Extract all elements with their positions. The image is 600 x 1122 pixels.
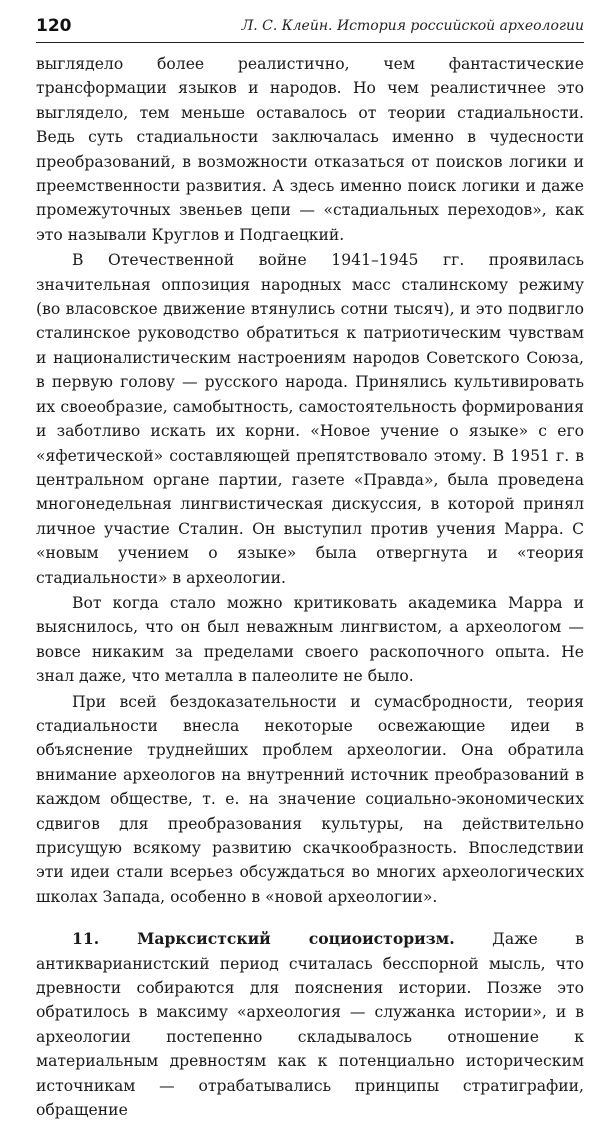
- running-title: Л. С. Клейн. История российской археологии: [241, 18, 584, 34]
- page-header: [36, 14, 584, 40]
- section-title: 11. Марксистский социоисторизм.: [72, 929, 455, 949]
- body-text: [36, 52, 584, 1122]
- paragraph: При всей бездоказательности и сумасбродности, теория стадиальности внесла некоторые освежающие идеи в объяснение труднейших проблем археологии. Она обратила внимание археологов на внутренний источник преобразований в каждом обществе, т. е. на значение социально-экономических сдвигов для преобразования культуры, на действительно присущую всякому развитию скачкообразность. Впоследствии эти идеи стали всерьез обсуждаться во многих археологических школах Запада, особенно в «новой археологии».: [36, 692, 584, 906]
- page-number: 120: [36, 16, 72, 36]
- paragraph: В Отечественной войне 1941–1945 гг. проявилась значительная оппозиция народных масс сталинскому режиму (во власовское движение втянулись сотни тысяч), и это подвигло сталинское руководство обратиться к патриотическим чувствам и националистическим настроениям народов Советского Союза, в первую голову — русского народа. Принялись культивировать их своеобразие, самобытность, самостоятельность формирования и заботливо искать их корни. «Новое учение о языке» с его «яфетической» составляющей препятствовало этому. В 1951 г. в центральном органе партии, газете «Правда», была проведена многонедельная лингвистическая дискуссия, в которой принял личное участие Сталин. Он выступил против учения Марра. С «новым учением о языке» была отвергнута и «теория стадиальности» в археологии.: [36, 251, 584, 587]
- header-rule: [36, 42, 584, 43]
- paragraph: выглядело более реалистично, чем фантастические трансформации языков и народов. Но чем реалистичнее это выглядело, тем меньше оставалось от теории стадиальности. Ведь суть стадиальности заключалась именно в чудесности преобразований, в возможности отказаться от поисков логики и преемственности развития. А здесь именно поиск логики и даже промежуточных звеньев цепи — «стадиальных переходов», как это называли Круглов и Подгаецкий.: [36, 55, 584, 244]
- paragraph: Вот когда стало можно критиковать академика Марра и выяснилось, что он был неважным лингвистом, а археологом — вовсе никаким за пределами своего раскопочного опыта. Не знал даже, что металла в палеолите не было.: [36, 593, 584, 686]
- section-text: Даже в антикварианистский период считалась бесспорной мысль, что древности собираются для пояснения истории. Позже это обратилось в максиму «археология — служанка истории», и в археологии постепенно складывалось отношение к материальным древностям как к потенциально историческим источникам — отрабатывались принципы стратиграфии, обращение: [36, 930, 584, 1120]
- section-paragraph: [36, 927, 584, 1122]
